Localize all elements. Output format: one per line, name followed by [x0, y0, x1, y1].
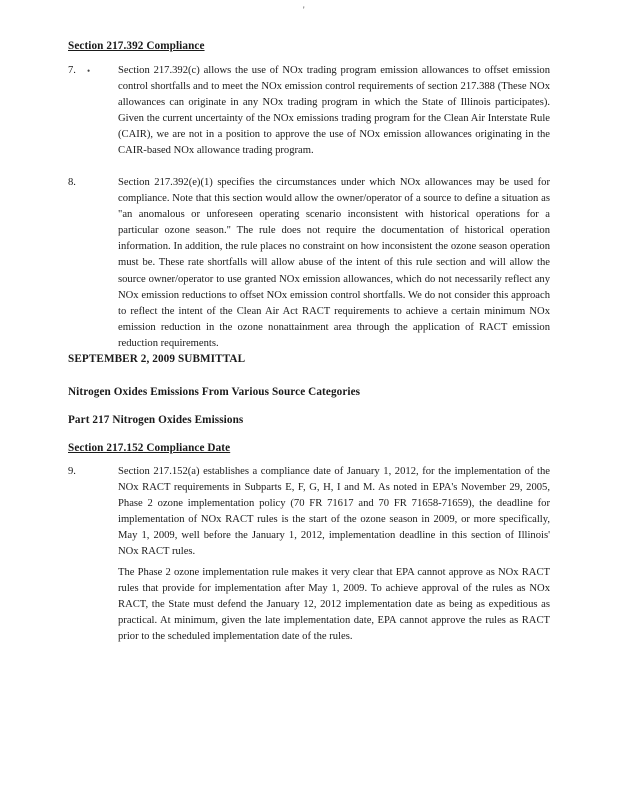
item-8-paragraph: Section 217.392(e)(1) specifies the circumstances under which NOx allowances may be used for compliance. Note that this section would allow the owner/operator of a source to define a situation as "an anomalous or unforeseen operating scenario inconsistent with historical operations for a particular ozone season." The rule does not require the documentation of historical operation information. In addition, the rule places no constraint on how inconsistent the ozone season operation must be. These rate shortfalls will allow abuse of the intent of this rule section and will allow the source owner/operator to use granted NOx emission allowances, which do not necessarily reflect any NOx emission reductions to offset NOx emission control shortfalls. We do not consider this approach to reflect the intent of the Clean Air Act RACT requirements to achieve a certain minimum NOx emission reduction in the ozone nonattainment area through the application of RACT emission reduction requirements.: [118, 177, 550, 349]
item-7-paragraph: Section 217.392(c) allows the use of NOx trading program emission allowances to offset emission control shortfalls and to meet the NOx emission control requirements of section 217.388 (These NOx allowances can originate in any NOx trading program in which the State of Illinois participates). Given the current uncertainty of the NOx emissions trading program for the Clean Air Interstate Rule (CAIR), we are not in a position to approve the use of NOx emission allowances originating in the CAIR-based NOx allowance trading program.: [118, 65, 550, 157]
part-217-heading: Part 217 Nitrogen Oxides Emissions: [68, 414, 244, 426]
item-9-number: 9.: [68, 466, 76, 477]
item-8-number: 8.: [68, 177, 76, 188]
section-217-392-heading: Section 217.392 Compliance: [68, 40, 205, 52]
section-217-152-heading: Section 217.152 Compliance Date: [68, 442, 231, 454]
item-9-paragraph-1: Section 217.152(a) establishes a compliance date of January 1, 2012, for the implementation of the NOx RACT requirements in Subparts E, F, G, H, I and M. As noted in EPA's November 29, 2005, Phase 2 ozone implementation policy (70 FR 71617 and 70 FR 71658-71659), the deadline for implementation of NOx RACT rules is the start of the ozone season in 2009, or more specifically, May 1, 2009, well before the January 1, 2012, implementation deadline in this section of Illinois' NOx RACT rules.: [118, 466, 550, 558]
nitrogen-oxides-categories-heading: Nitrogen Oxides Emissions From Various Source Categories: [68, 386, 361, 398]
bullet-mark: •: [87, 66, 91, 76]
september-submittal-heading: SEPTEMBER 2, 2009 SUBMITTAL: [68, 353, 246, 365]
item-7-number: 7.: [68, 65, 76, 76]
item-9-paragraph-2: The Phase 2 ozone implementation rule makes it very clear that EPA cannot approve as NOx RACT rules that provide for implementation after May 1, 2009. To achieve approval of the rules as NOx RACT, the State must defend the January 12, 2012 implementation date as being as expeditious as practical. At minimum, given the late implementation date, EPA cannot approve the rules as RACT prior to the scheduled implementation date of the rules.: [118, 567, 550, 643]
scan-mark: ': [303, 5, 305, 15]
